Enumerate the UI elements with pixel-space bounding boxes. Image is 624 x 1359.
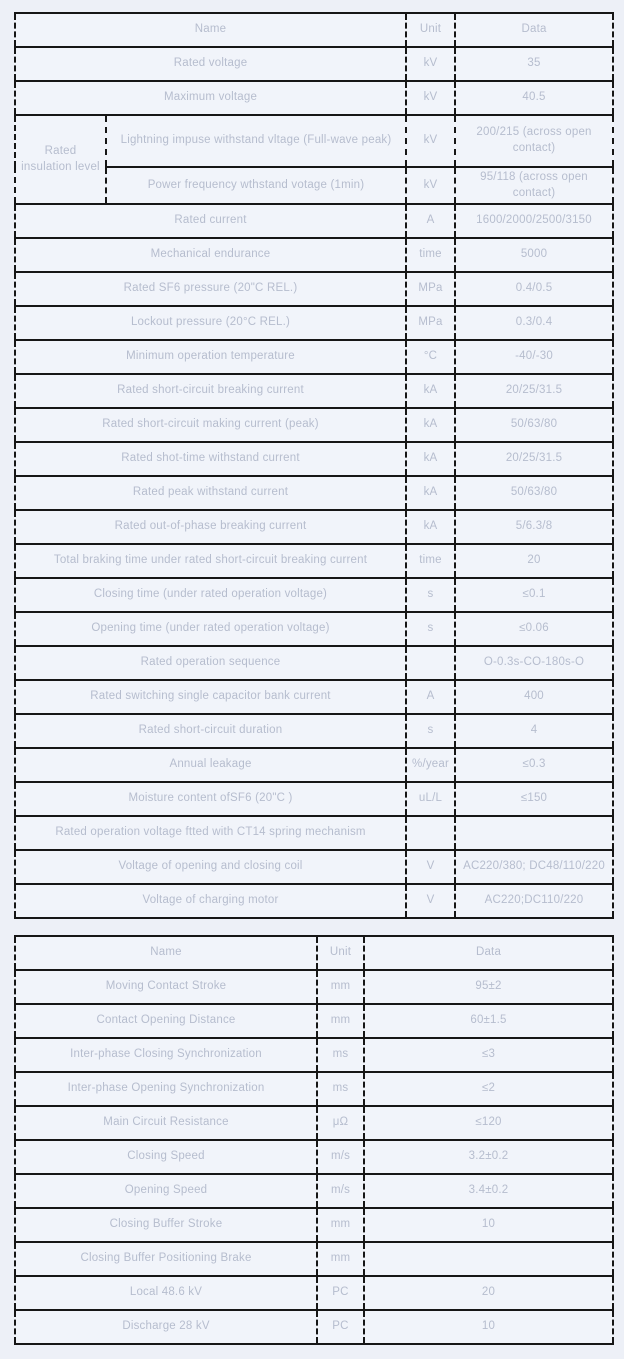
unit-cell: mm <box>317 1242 364 1276</box>
name-cell: Rated out-of-phase breaking current <box>15 510 406 544</box>
name-cell: Rated short-circuit breaking current <box>15 374 406 408</box>
table-row <box>15 1208 613 1242</box>
data-cell: 20/25/31.5 <box>455 374 613 408</box>
data-cell: 35 <box>455 47 613 81</box>
name-cell: Voltage of opening and closing coil <box>15 850 406 884</box>
data-cell: 60±1.5 <box>364 1004 613 1038</box>
table-row <box>15 850 613 884</box>
data-cell: 3.4±0.2 <box>364 1174 613 1208</box>
table-row <box>15 115 613 167</box>
unit-cell: °C <box>406 340 455 374</box>
unit-cell: A <box>406 680 455 714</box>
unit-cell: MPa <box>406 272 455 306</box>
table-row <box>15 970 613 1004</box>
unit-cell: time <box>406 238 455 272</box>
table-row <box>15 47 613 81</box>
data-cell: 3.2±0.2 <box>364 1140 613 1174</box>
table-row <box>15 340 613 374</box>
unit-cell: μΩ <box>317 1106 364 1140</box>
name-cell: Rated short-circuit duration <box>15 714 406 748</box>
name-cell: Rated current <box>15 204 406 238</box>
unit-cell <box>406 646 455 680</box>
data-cell: AC220/380; DC48/110/220 <box>455 850 613 884</box>
data-cell: 200/215 (across open contact) <box>455 115 613 167</box>
table-row <box>15 306 613 340</box>
name-cell: Closing Speed <box>15 1140 317 1174</box>
name-cell: Rated short-circuit making current (peak) <box>15 408 406 442</box>
table-row <box>15 1174 613 1208</box>
name-cell: Power frequency wthstand votage (1min) <box>106 167 406 204</box>
table-row <box>15 578 613 612</box>
unit-cell: PC <box>317 1276 364 1310</box>
name-cell: Mechanical endurance <box>15 238 406 272</box>
unit-cell: mm <box>317 1208 364 1242</box>
unit-cell: s <box>406 578 455 612</box>
table-row <box>15 1310 613 1344</box>
unit-cell: kA <box>406 510 455 544</box>
table-row <box>15 816 613 850</box>
data-cell: -40/-30 <box>455 340 613 374</box>
unit-cell: mm <box>317 970 364 1004</box>
data-cell: 50/63/80 <box>455 476 613 510</box>
unit-cell: V <box>406 884 455 918</box>
column-header-unit: Unit <box>317 936 364 970</box>
name-cell: Rated SF6 pressure (20"C REL.) <box>15 272 406 306</box>
data-cell: 20 <box>364 1276 613 1310</box>
table-row <box>15 510 613 544</box>
column-header-unit: Unit <box>406 13 455 47</box>
unit-cell: uL/L <box>406 782 455 816</box>
table-row <box>15 408 613 442</box>
column-header-name: Name <box>15 936 317 970</box>
table-row <box>15 1004 613 1038</box>
table-row <box>15 544 613 578</box>
data-cell: 1600/2000/2500/3150 <box>455 204 613 238</box>
data-cell: 10 <box>364 1208 613 1242</box>
name-cell: Contact Opening Distance <box>15 1004 317 1038</box>
data-cell <box>364 1242 613 1276</box>
unit-cell: ms <box>317 1072 364 1106</box>
group-label-cell: Rated insulation level <box>15 115 106 204</box>
name-cell: Moving Contact Stroke <box>15 970 317 1004</box>
column-header-data: Data <box>455 13 613 47</box>
unit-cell: ms <box>317 1038 364 1072</box>
table-row <box>15 1038 613 1072</box>
data-cell: ≤0.3 <box>455 748 613 782</box>
name-cell: Total braking time under rated short-circuit breaking current <box>15 544 406 578</box>
data-cell: 5000 <box>455 238 613 272</box>
table-row <box>15 884 613 918</box>
name-cell: Rated switching single capacitor bank current <box>15 680 406 714</box>
name-cell: Opening time (under rated operation voltage) <box>15 612 406 646</box>
header-row <box>15 936 613 970</box>
data-cell: 400 <box>455 680 613 714</box>
name-cell: Annual leakage <box>15 748 406 782</box>
table-row <box>15 442 613 476</box>
table-row <box>15 272 613 306</box>
name-cell: Rated operation voltage ftted with CT14 spring mechanism <box>15 816 406 850</box>
table-row <box>15 1276 613 1310</box>
unit-cell: s <box>406 612 455 646</box>
table-row <box>15 1140 613 1174</box>
name-cell: Inter-phase Closing Synchronization <box>15 1038 317 1072</box>
data-cell <box>455 816 613 850</box>
table-row <box>15 612 613 646</box>
table-row <box>15 476 613 510</box>
unit-cell: m/s <box>317 1140 364 1174</box>
table-row <box>15 374 613 408</box>
data-cell: 95/118 (across open contact) <box>455 167 613 204</box>
unit-cell: kV <box>406 167 455 204</box>
unit-cell: mm <box>317 1004 364 1038</box>
name-cell: Lightning impuse withstand vltage (Full-wave peak) <box>106 115 406 167</box>
data-cell: 40.5 <box>455 81 613 115</box>
data-cell: 4 <box>455 714 613 748</box>
unit-cell: V <box>406 850 455 884</box>
unit-cell <box>406 816 455 850</box>
name-cell: Local 48.6 kV <box>15 1276 317 1310</box>
data-cell: O-0.3s-CO-180s-O <box>455 646 613 680</box>
name-cell: Rated operation sequence <box>15 646 406 680</box>
data-cell: 10 <box>364 1310 613 1344</box>
unit-cell: %/year <box>406 748 455 782</box>
unit-cell: kA <box>406 374 455 408</box>
mechanical-table <box>14 935 614 1345</box>
data-cell: 0.4/0.5 <box>455 272 613 306</box>
data-cell: ≤0.1 <box>455 578 613 612</box>
data-cell: ≤0.06 <box>455 612 613 646</box>
table-row <box>15 714 613 748</box>
data-cell: 20/25/31.5 <box>455 442 613 476</box>
table-row <box>15 782 613 816</box>
unit-cell: MPa <box>406 306 455 340</box>
table-row <box>15 680 613 714</box>
unit-cell: kA <box>406 408 455 442</box>
name-cell: Moisture content ofSF6 (20"C ) <box>15 782 406 816</box>
name-cell: Minimum operation temperature <box>15 340 406 374</box>
data-cell: ≤120 <box>364 1106 613 1140</box>
data-cell: ≤150 <box>455 782 613 816</box>
table-row <box>15 238 613 272</box>
name-cell: Rated voltage <box>15 47 406 81</box>
unit-cell: s <box>406 714 455 748</box>
unit-cell: kA <box>406 476 455 510</box>
name-cell: Main Circuit Resistance <box>15 1106 317 1140</box>
data-cell: AC220;DC110/220 <box>455 884 613 918</box>
name-cell: Opening Speed <box>15 1174 317 1208</box>
data-cell: ≤2 <box>364 1072 613 1106</box>
data-cell: 95±2 <box>364 970 613 1004</box>
unit-cell: A <box>406 204 455 238</box>
table-row <box>15 748 613 782</box>
data-cell: 5/6.3/8 <box>455 510 613 544</box>
name-cell: Voltage of charging motor <box>15 884 406 918</box>
column-header-name: Name <box>15 13 406 47</box>
data-cell: 50/63/80 <box>455 408 613 442</box>
table-row <box>15 204 613 238</box>
name-cell: Rated peak withstand current <box>15 476 406 510</box>
table-row <box>15 1072 613 1106</box>
name-cell: Maximum voltage <box>15 81 406 115</box>
name-cell: Discharge 28 kV <box>15 1310 317 1344</box>
header-row <box>15 13 613 47</box>
data-cell: 0.3/0.4 <box>455 306 613 340</box>
unit-cell: time <box>406 544 455 578</box>
table-row <box>15 646 613 680</box>
table-row <box>15 81 613 115</box>
column-header-data: Data <box>364 936 613 970</box>
name-cell: Closing Buffer Stroke <box>15 1208 317 1242</box>
unit-cell: m/s <box>317 1174 364 1208</box>
unit-cell: kV <box>406 81 455 115</box>
ratings-table <box>14 12 614 919</box>
unit-cell: kV <box>406 115 455 167</box>
name-cell: Inter-phase Opening Synchronization <box>15 1072 317 1106</box>
table-row <box>15 1106 613 1140</box>
name-cell: Closing Buffer Positioning Brake <box>15 1242 317 1276</box>
name-cell: Rated shot-time withstand current <box>15 442 406 476</box>
name-cell: Closing time (under rated operation voltage) <box>15 578 406 612</box>
data-cell: ≤3 <box>364 1038 613 1072</box>
unit-cell: kV <box>406 47 455 81</box>
name-cell: Lockout pressure (20°C REL.) <box>15 306 406 340</box>
unit-cell: PC <box>317 1310 364 1344</box>
data-cell: 20 <box>455 544 613 578</box>
unit-cell: kA <box>406 442 455 476</box>
table-row <box>15 1242 613 1276</box>
